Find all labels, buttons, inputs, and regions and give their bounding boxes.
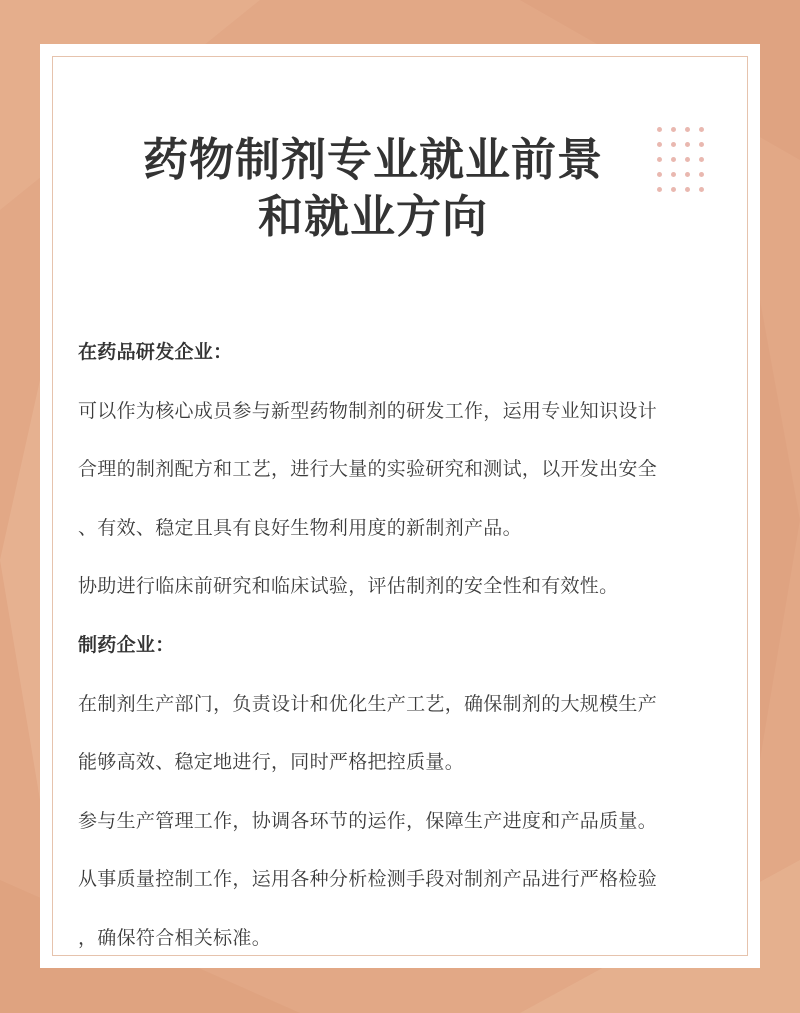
paragraph-line: 合理的制剂配方和工艺，进行大量的实验研究和测试，以开发出安全 bbox=[78, 458, 658, 481]
article-body bbox=[78, 323, 753, 968]
card-border-frame bbox=[52, 56, 748, 956]
paragraph-line: ，确保符合相关标准。 bbox=[78, 926, 272, 949]
paragraph-line: 在制剂生产部门，负责设计和优化生产工艺，确保制剂的大规模生产 bbox=[78, 692, 658, 715]
paragraph-line: 参与生产管理工作，协调各环节的运作，保障生产进度和产品质量。 bbox=[78, 809, 658, 832]
decorative-dot-grid bbox=[657, 127, 705, 193]
title-line-1: 药物制剂专业就业前景 bbox=[142, 133, 603, 186]
content-card bbox=[40, 44, 760, 968]
title-line-2: 和就业方向 bbox=[257, 190, 488, 243]
paragraph-line: 、有效、稳定且具有良好生物利用度的新制剂产品。 bbox=[78, 516, 522, 539]
paragraph-line: 协助进行临床前研究和临床试验，评估制剂的安全性和有效性。 bbox=[78, 575, 619, 598]
page-title bbox=[53, 131, 693, 245]
paragraph-line: 能够高效、稳定地进行，同时严格把控质量。 bbox=[78, 751, 465, 774]
paragraph-line: 从事质量控制工作，运用各种分析检测手段对制剂产品进行严格检验 bbox=[78, 868, 658, 891]
section-heading-rnd: 在药品研发企业： bbox=[78, 341, 233, 363]
paragraph-line: 可以作为核心成员参与新型药物制剂的研发工作，运用专业知识设计 bbox=[78, 399, 658, 422]
section-heading-pharma: 制药企业： bbox=[78, 633, 175, 656]
